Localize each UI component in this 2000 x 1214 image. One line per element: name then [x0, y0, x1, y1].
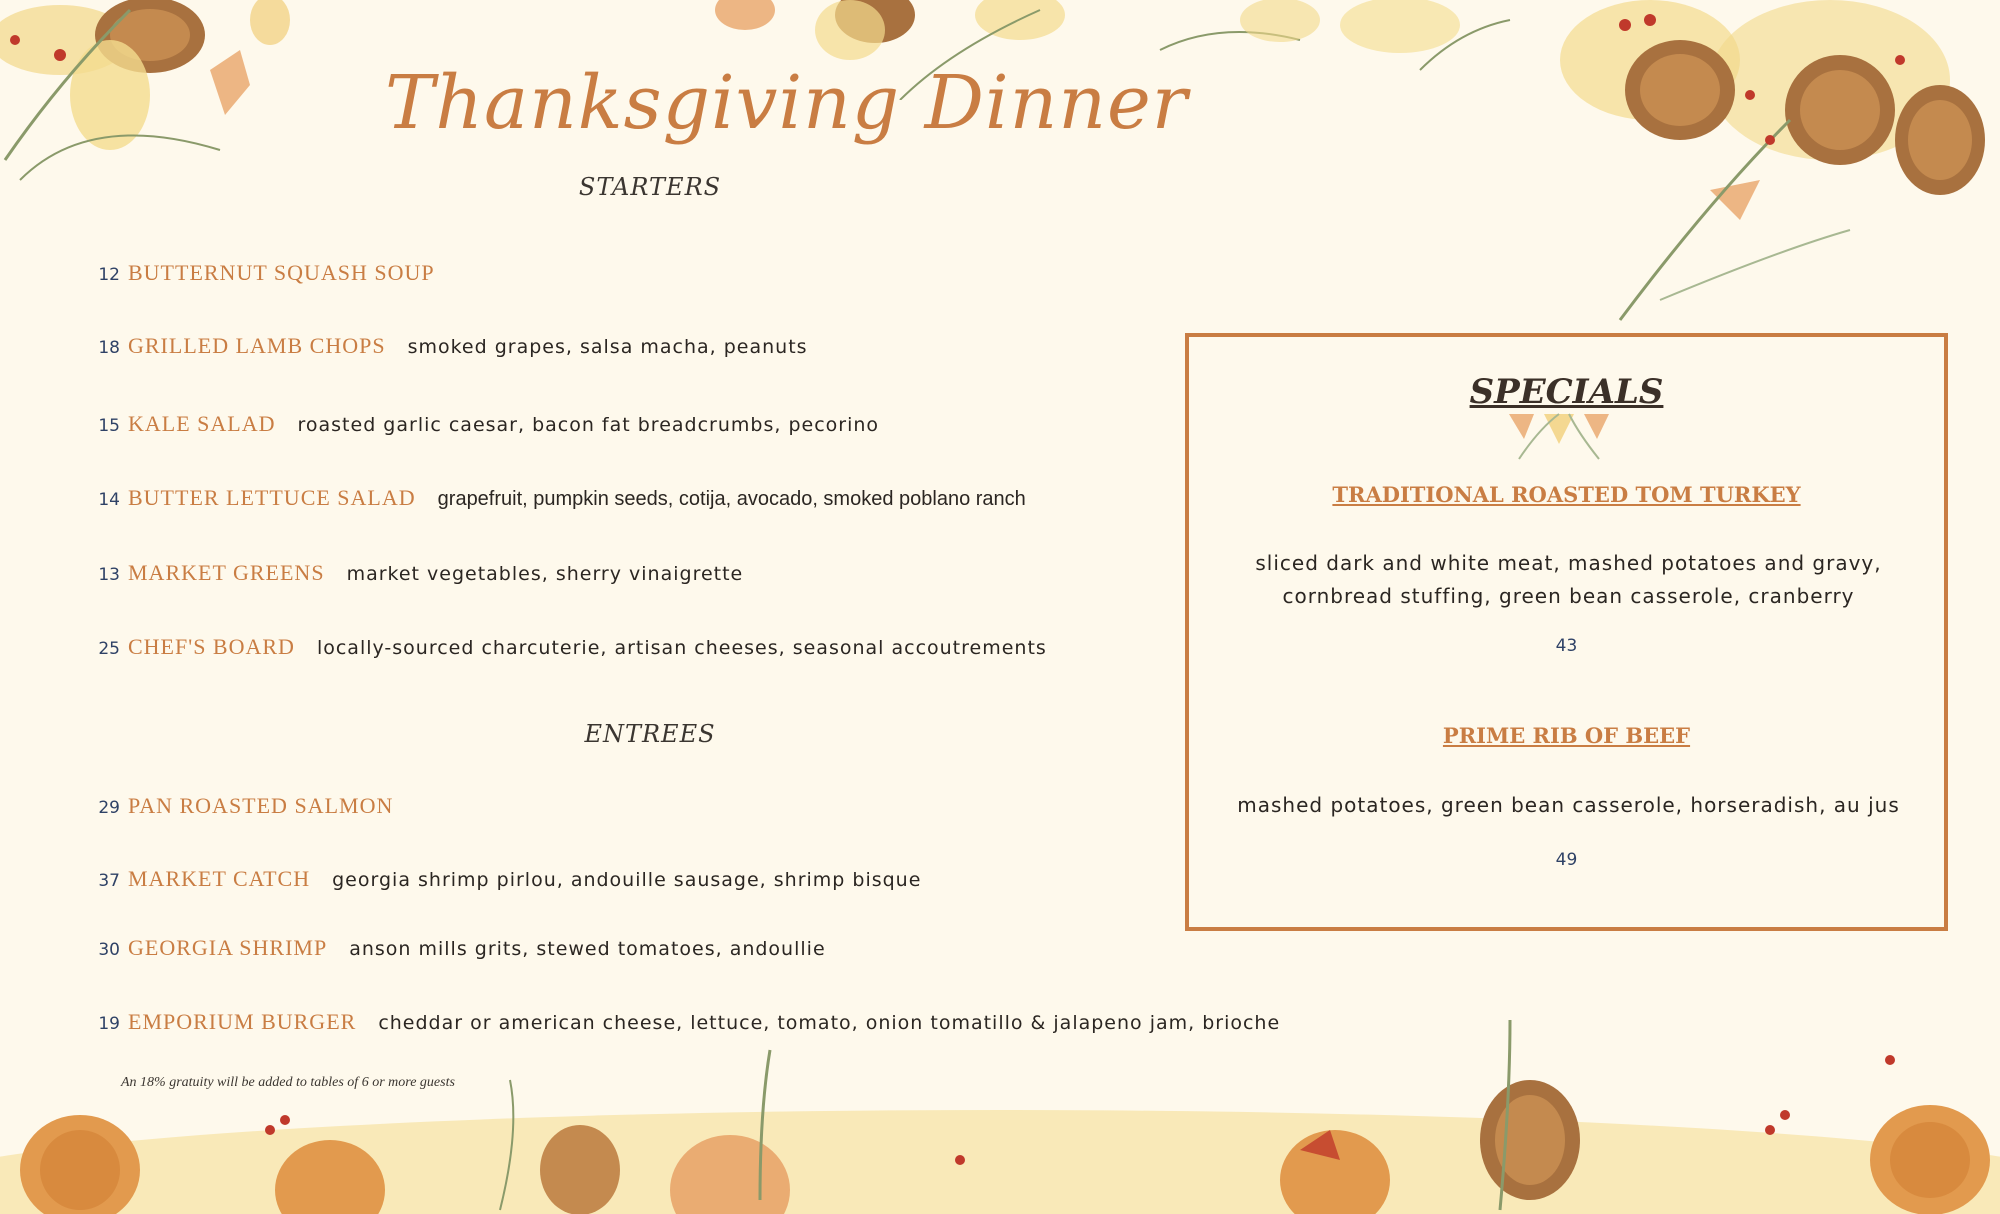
- special-description: mashed potatoes, green bean casserole, horseradish, au jus: [1237, 793, 1900, 817]
- item-description: roasted garlic caesar, bacon fat breadcrumbs, pecorino: [297, 414, 880, 436]
- menu-item: [96, 485, 1026, 521]
- entrees-heading: ENTREES: [584, 720, 716, 748]
- menu-item: [96, 634, 1047, 670]
- special-price: 43: [1555, 636, 1578, 656]
- specials-box: [1185, 333, 1948, 931]
- item-name: GEORGIA SHRIMP: [128, 935, 328, 960]
- menu-item: [96, 560, 743, 596]
- menu-item: [96, 866, 921, 902]
- gratuity-note: An 18% gratuity will be added to tables of 6 or more guests: [121, 1075, 455, 1090]
- item-price: 19: [98, 1014, 120, 1034]
- item-price: 25: [98, 639, 120, 659]
- special-description: sliced dark and white meat, mashed potatoes and gravy, cornbread stuffing, green bean casserole, cranberry: [1255, 551, 1882, 608]
- special-name: PRIME RIB OF BEEF: [1442, 723, 1691, 748]
- item-description: georgia shrimp pirlou, andouille sausage, shrimp bisque: [332, 869, 922, 891]
- special-name: TRADITIONAL ROASTED TOM TURKEY: [1332, 482, 1801, 507]
- item-price: 14: [98, 490, 120, 510]
- item-price: 15: [98, 416, 120, 436]
- starters-heading: STARTERS: [578, 173, 722, 201]
- item-description: grapefruit, pumpkin seeds, cotija, avocado, smoked poblano ranch: [437, 488, 1026, 510]
- menu-item: [96, 1009, 1280, 1045]
- item-name: KALE SALAD: [128, 411, 276, 436]
- item-name: EMPORIUM BURGER: [128, 1009, 357, 1034]
- item-description: cheddar or american cheese, lettuce, tomato, onion tomatillo & jalapeno jam, brioche: [378, 1012, 1281, 1034]
- item-description: smoked grapes, salsa macha, peanuts: [407, 336, 808, 358]
- item-price: 30: [98, 940, 120, 960]
- item-name: BUTTER LETTUCE SALAD: [128, 485, 416, 510]
- menu-item: [96, 333, 808, 369]
- item-name: GRILLED LAMB CHOPS: [128, 333, 386, 358]
- item-name: CHEF'S BOARD: [128, 634, 295, 659]
- item-name: PAN ROASTED SALMON: [128, 793, 394, 818]
- menu-item: [96, 260, 457, 296]
- autumn-foliage-top-right: [1530, 0, 2000, 330]
- item-description: locally-sourced charcuterie, artisan cheeses, seasonal accoutrements: [316, 637, 1047, 659]
- item-price: 13: [98, 565, 120, 585]
- autumn-foliage-bottom: [0, 1020, 2000, 1214]
- item-price: 12: [98, 265, 120, 285]
- autumn-foliage-top-left: [0, 0, 330, 190]
- specials-heading: SPECIALS: [1469, 372, 1664, 412]
- menu-item: [96, 935, 826, 971]
- item-price: 29: [98, 798, 120, 818]
- item-name: MARKET CATCH: [128, 866, 311, 891]
- item-description: market vegetables, sherry vinaigrette: [346, 563, 744, 585]
- item-price: 37: [98, 871, 120, 891]
- item-name: BUTTERNUT SQUASH SOUP: [128, 260, 435, 285]
- item-name: MARKET GREENS: [128, 560, 325, 585]
- menu-title: Thanksgiving Dinner: [385, 60, 1189, 146]
- item-price: 18: [98, 338, 120, 358]
- item-description: anson mills grits, stewed tomatoes, andoullie: [349, 938, 826, 960]
- special-price: 49: [1555, 850, 1578, 870]
- leaf-sprig-icon: [1489, 409, 1629, 464]
- menu-item: [96, 793, 415, 829]
- menu-item: [96, 411, 879, 447]
